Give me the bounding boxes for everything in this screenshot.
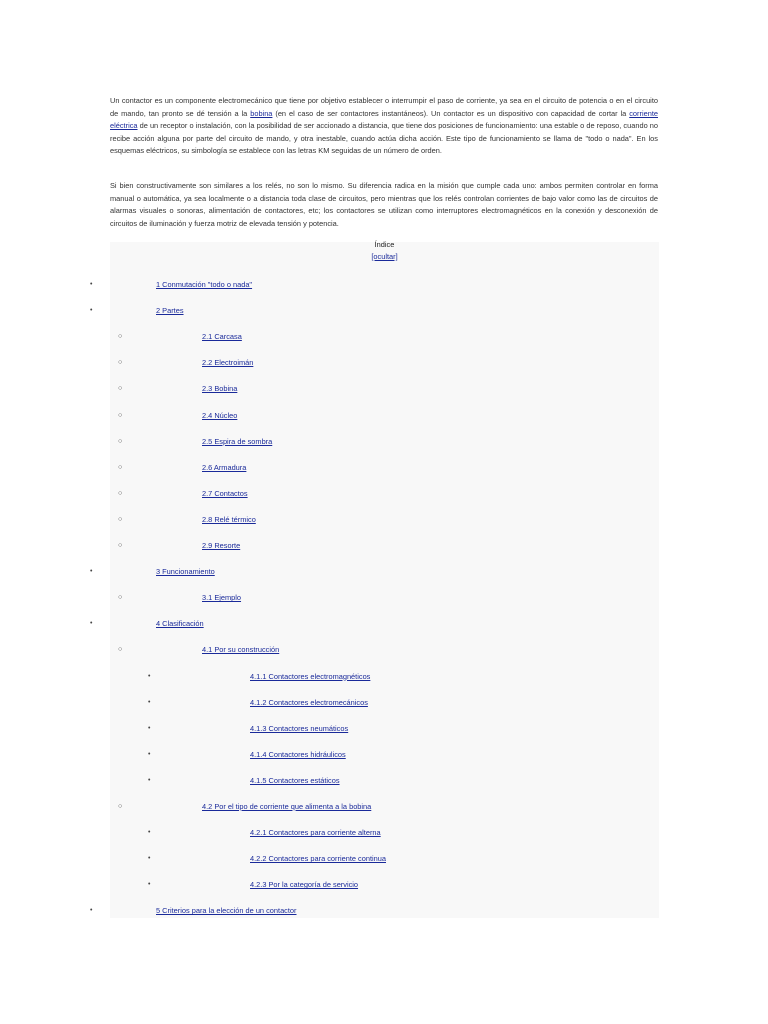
toc-item-link[interactable]: 4.2.3 Por la categoría de servicio: [250, 880, 359, 890]
toc-bullet-icon: •: [148, 776, 151, 784]
toc-item: [156, 280, 252, 289]
toc-item-link[interactable]: 5 Criterios para la elección de un contactor: [156, 906, 297, 916]
toc-item: [156, 906, 297, 915]
toc-item: [250, 880, 358, 889]
toc-item-link[interactable]: 4.1.3 Contactores neumáticos: [250, 723, 349, 733]
toc-item: [202, 411, 237, 420]
toc-item-link[interactable]: 2.2 Electroimán: [202, 358, 254, 368]
toc-item-link[interactable]: 4.1 Por su construcción: [202, 645, 280, 655]
corriente-electrica-link[interactable]: corriente eléctrica: [110, 108, 658, 131]
toc-item: [202, 463, 246, 472]
toc-item-link[interactable]: 1 Conmutación "todo o nada": [156, 280, 253, 289]
toc-item: [250, 698, 368, 707]
intro-text-b: (en el caso de ser contactores instantáneos). Un contactor es un dispositivo con capacidad de cortar la: [272, 108, 630, 118]
intro-text-c: de un receptor o instalación, con la posibilidad de ser accionado a distancia, que tiene dos posiciones de funcionamiento: una estable o de reposo, cuando no recibe acción alguna por parte del circuito de mando, y otra inestable, cuando actúa dicha acción. Este tipo de funcionamiento se llama de "todo o nada". En los esquemas eléctricos, su simbología se establece con las letras KM seguidas de un número de orden.: [110, 121, 658, 156]
intro-paragraph: [110, 95, 658, 158]
toc-item-link[interactable]: 4.2.1 Contactores para corriente alterna: [250, 828, 381, 838]
toc-item: [202, 645, 279, 654]
toc-bullet-icon: ○: [118, 646, 123, 654]
toc-item: [156, 567, 215, 576]
toc-bullet-icon: ○: [118, 437, 123, 445]
toc-item-link[interactable]: 4.1.2 Contactores electromecánicos: [250, 697, 368, 707]
toc-bullet-icon: ○: [118, 515, 123, 523]
toc-title: Índice: [374, 240, 395, 249]
toc-bullet-icon: •: [90, 568, 93, 576]
toc-bullet-icon: •: [148, 724, 151, 732]
toc-item: [250, 672, 370, 681]
toc-bullet-icon: •: [148, 855, 151, 863]
toc-item: [156, 306, 184, 315]
toc-bullet-icon: •: [148, 881, 151, 889]
toc-bullet-icon: •: [90, 907, 93, 915]
toc-bullet-icon: •: [90, 281, 93, 288]
toc-item-link[interactable]: 4.2 Por el tipo de corriente que alimenta a la bobina: [202, 802, 372, 811]
toc-item-link[interactable]: 2.6 Armadura: [202, 462, 247, 472]
toc-item-link[interactable]: 2.8 Relé térmico: [202, 514, 256, 524]
toc-item: [202, 489, 248, 498]
toc-toggle: [110, 252, 659, 261]
toc-item-link[interactable]: 2.7 Contactos: [202, 488, 248, 498]
toc-bullet-icon: •: [148, 829, 151, 837]
toc-item-link[interactable]: 3 Funcionamiento: [156, 567, 215, 577]
toc-item: [202, 437, 272, 446]
toc-item: [250, 776, 340, 785]
table-of-contents: [90, 240, 659, 918]
toc-item-link[interactable]: 4.2.2 Contactores para corriente continua: [250, 854, 386, 864]
toc-bullet-icon: ○: [118, 411, 123, 419]
toc-bullet-icon: ○: [118, 594, 123, 602]
toc-bullet-icon: ○: [118, 359, 123, 367]
toc-item-link[interactable]: 2.4 Núcleo: [202, 410, 238, 420]
toc-bullet-icon: •: [148, 698, 151, 706]
toc-item: [202, 593, 241, 602]
toc-item: [250, 750, 346, 759]
toc-item: [250, 828, 381, 837]
comparison-paragraph: Si bien constructivamente son similares a los relés, no son lo mismo. Su diferencia radica en la misión que cumple cada uno: ambos permiten controlar en forma manual o automática, ya sea localmente o a distancia toda clase de circuitos, pero mientras que los relés controlan corrientes de bajo valor como las de circuitos de alarmas visuales o sonoras, alimentación de contactores, etc; los contactores se utilizan como interruptores electromagnéticos en la conexión y desconexión de circuitos de iluminación y fuerza motriz de elevada tensión y potencia.: [110, 181, 658, 228]
toc-bullet-icon: •: [90, 620, 93, 628]
toc-item: [202, 802, 371, 811]
toc-bullet-icon: •: [148, 672, 151, 680]
toc-item: [250, 854, 386, 863]
toc-bullet-icon: ○: [118, 385, 123, 393]
toc-item: [202, 332, 242, 341]
toc-bullet-icon: ○: [118, 803, 123, 810]
toc-item-link[interactable]: 2.3 Bobina: [202, 384, 238, 394]
toc-item: [202, 358, 253, 367]
toc-item-link[interactable]: 4 Clasificación: [156, 619, 204, 629]
toc-hide-link[interactable]: [ocultar]: [371, 252, 398, 261]
toc-item-link[interactable]: 4.1.4 Contactores hidráulicos: [250, 749, 346, 759]
intro-text-a: Un contactor es un componente electromecánico que tiene por objetivo establecer o interrumpir el paso de corriente, ya sea en el circuito de potencia o en el circuito de mando, tan pronto se dé tensión a la: [110, 96, 658, 118]
toc-bullet-icon: ○: [118, 333, 123, 341]
toc-item-link[interactable]: 4.1.1 Contactores electromagnéticos: [250, 671, 371, 681]
toc-item-link[interactable]: 4.1.5 Contactores estáticos: [250, 775, 340, 785]
bobina-link[interactable]: bobina: [250, 108, 273, 118]
toc-item: [250, 724, 348, 733]
toc-item-link[interactable]: 2.5 Espira de sombra: [202, 436, 273, 446]
toc-bullet-icon: ○: [118, 542, 123, 549]
toc-item: [202, 541, 240, 550]
toc-item-link[interactable]: 2 Partes: [156, 306, 184, 316]
toc-bullet-icon: •: [148, 750, 151, 758]
toc-item: [202, 384, 237, 393]
toc-item-link[interactable]: 3.1 Ejemplo: [202, 593, 242, 603]
toc-item: [156, 619, 204, 628]
toc-item-link[interactable]: 2.1 Carcasa: [202, 332, 242, 342]
toc-bullet-icon: •: [90, 307, 93, 315]
toc-item: [202, 515, 256, 524]
toc-bullet-icon: ○: [118, 463, 123, 471]
toc-item-link[interactable]: 2.9 Resorte: [202, 541, 241, 550]
toc-bullet-icon: ○: [118, 489, 123, 497]
